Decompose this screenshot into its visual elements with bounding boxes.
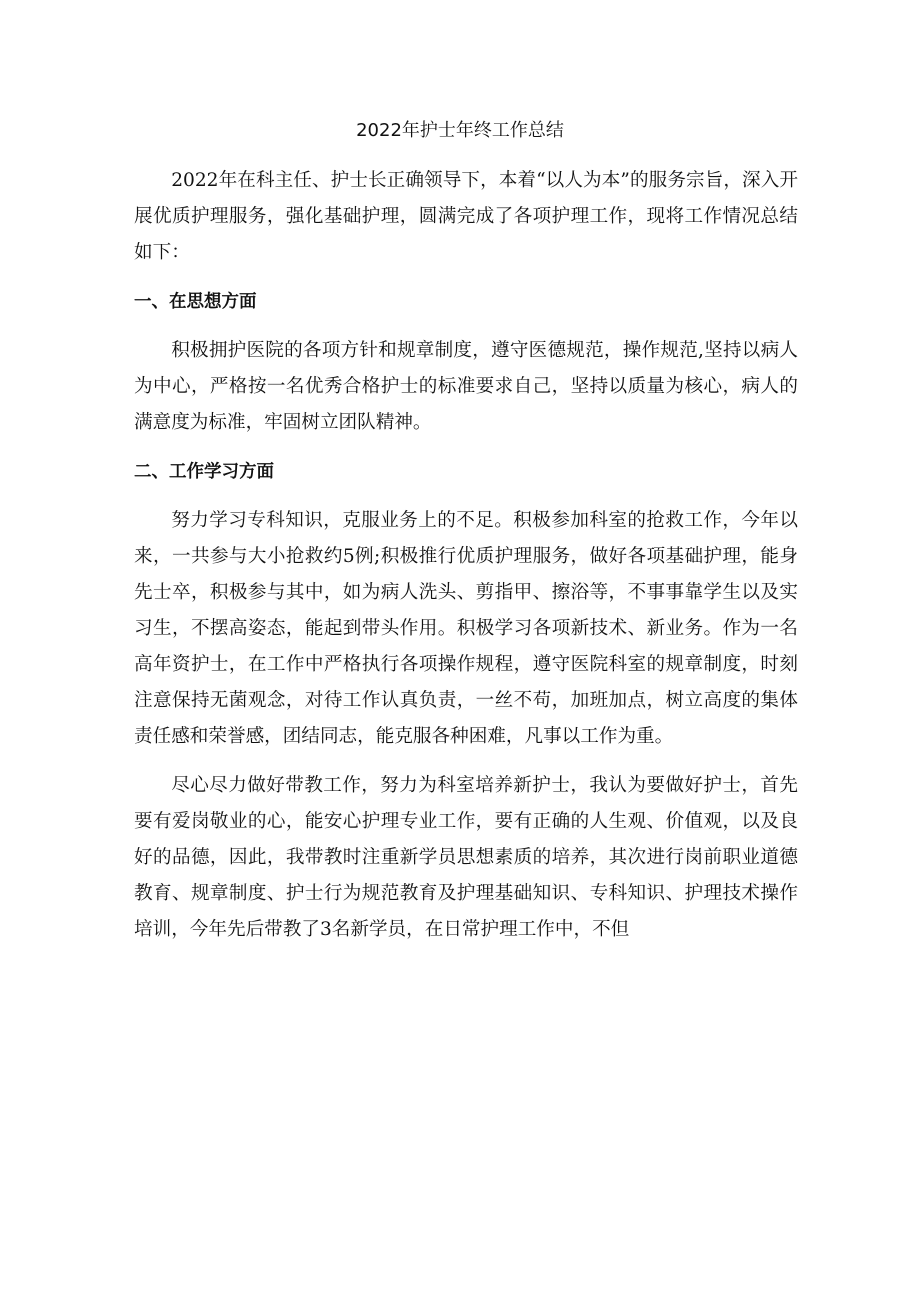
intro-paragraph: 2022年在科主任、护士长正确领导下，本着“以人为本”的服务宗旨，深入开展优质护理服务，强化基础护理，圆满完成了各项护理工作，现将工作情况总结如下：: [134, 170, 798, 263]
work-study-paragraph: 努力学习专科知识，克服业务上的不足。积极参加科室的抢救工作，今年以来，一共参与大小抢救约5例;积极推行优质护理服务，做好各项基础护理，能身先士卒，积极参与其中，如为病人洗头、剪指甲、擦浴等，不事事靠学生以及实习生，不摆高姿态，能起到带头作用。积极学习各项新技术、新业务。作为一名高年资护士，在工作中严格执行各项操作规程，遵守医院科室的规章制度，时刻注意保持无菌观念，对待工作认真负责，一丝不苟，加班加点，树立高度的集体责任感和荣誉感，团结同志，能克服各种困难，凡事以工作为重。: [134, 510, 798, 747]
document-body: [134, 163, 798, 961]
section-heading-work-study: 二、工作学习方面: [134, 462, 274, 482]
thought-paragraph: 积极拥护医院的各项方针和规章制度，遵守医德规范，操作规范,坚持以病人为中心，严格按一名优秀合格护士的标准要求自己，坚持以质量为核心，病人的满意度为标准，牢固树立团队精神。: [134, 340, 798, 433]
section-heading-thought: 一、在思想方面: [134, 292, 257, 312]
document-title: 2022年护士年终工作总结: [356, 120, 564, 141]
teaching-paragraph: 尽心尽力做好带教工作，努力为科室培养新护士，我认为要做好护士，首先要有爱岗敬业的心，能安心护理专业工作，要有正确的人生观、价值观，以及良好的品德，因此，我带教时注重新学员思想素质的培养，其次进行岗前职业道德教育、规章制度、护士行为规范教育及护理基础知识、专科知识、护理技术操作培训，今年先后带教了3名新学员，在日常护理工作中，不但: [134, 775, 798, 940]
